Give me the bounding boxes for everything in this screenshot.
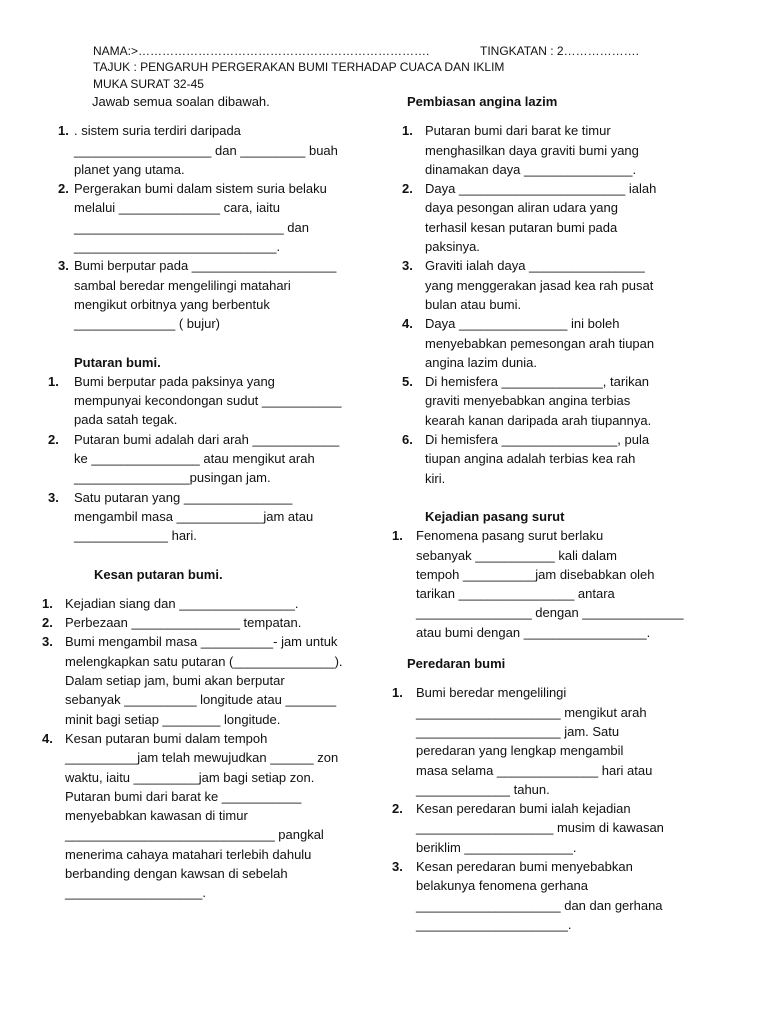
question-line: Perbezaan _______________ tempatan.: [65, 615, 302, 631]
question-item: [48, 179, 366, 256]
question-number: 3.: [402, 258, 413, 274]
question-number: 4.: [402, 316, 413, 332]
question-line: ___________________ dan _________ buah: [74, 142, 338, 158]
kesan-list: [42, 594, 366, 903]
question-line: Daya _______________ ini boleh: [425, 316, 620, 332]
question-number: 3.: [48, 489, 59, 505]
question-line: kearah kanan daripada arah tiupannya.: [425, 412, 652, 428]
question-item: [388, 372, 688, 430]
question-line: Pergerakan bumi dalam sistem suria belaku: [74, 181, 327, 197]
question-text: [416, 526, 688, 642]
question-line: melengkapkan satu putaran (______________).: [65, 653, 343, 669]
pembiasan-list: [388, 121, 688, 488]
question-number: 4.: [42, 730, 53, 746]
question-line: _____________________.: [416, 916, 572, 932]
question-number: 1.: [402, 123, 413, 139]
question-line: Fenomena pasang surut berlaku: [416, 528, 604, 544]
question-line: Bumi beredar mengelilingi: [416, 685, 567, 701]
question-text: [425, 314, 688, 372]
pasang-title: Kejadian pasang surut: [425, 508, 565, 524]
question-line: planet yang utama.: [74, 161, 185, 177]
question-line: menghasilkan daya graviti bumi yang: [425, 142, 639, 158]
question-number: 6.: [402, 432, 413, 448]
question-line: angina lazim dunia.: [425, 354, 538, 370]
question-line: ______________ ( bujur): [74, 316, 221, 332]
question-line: Di hemisfera ______________, tarikan: [425, 374, 650, 390]
question-line: tiupan angina adalah terbias kea rah: [425, 451, 636, 467]
question-item: [42, 729, 366, 903]
question-line: Bumi berputar pada ____________________: [74, 258, 337, 274]
question-item: [388, 683, 688, 799]
question-item: [388, 121, 688, 179]
question-text: [425, 256, 688, 314]
question-line: ________________ dengan ______________: [416, 605, 684, 621]
question-line: menyebabkan pemesongan arah tiupan: [425, 335, 655, 351]
question-line: ___________________ musim di kawasan: [416, 820, 664, 836]
question-line: menyebabkan kawasan di timur: [65, 808, 248, 824]
question-line: Kesan peredaran bumi ialah kejadian: [416, 801, 631, 817]
question-line: ____________________ jam. Satu: [416, 723, 620, 739]
question-line: Kesan putaran bumi dalam tempoh: [65, 730, 268, 746]
question-item: [388, 799, 688, 857]
question-text: [425, 179, 688, 256]
question-number: 1.: [42, 595, 53, 611]
question-item: [48, 372, 366, 430]
question-number: 2.: [48, 431, 59, 447]
question-line: Bumi mengambil masa __________- jam untuk: [65, 634, 338, 650]
question-number: 1.: [58, 123, 69, 139]
left-column: [42, 92, 366, 903]
question-line: Daya _______________________ ialah: [425, 181, 657, 197]
question-number: 1.: [392, 685, 403, 701]
question-text: [74, 179, 366, 256]
pembiasan-title: Pembiasan angina lazim: [407, 94, 558, 109]
intro-list: [48, 121, 366, 333]
question-line: terhasil kesan putaran bumi pada: [425, 219, 618, 235]
question-text: [65, 729, 366, 903]
question-line: sambal beredar mengelilingi matahari: [74, 277, 291, 293]
question-number: 3.: [42, 634, 53, 650]
question-line: _____________________________ dan: [74, 219, 309, 235]
instruction: Jawab semua soalan dibawah.: [92, 94, 270, 109]
muka-surat: MUKA SURAT 32-45: [93, 77, 204, 91]
question-line: peredaran yang lengkap mengambil: [416, 743, 624, 759]
question-number: 2.: [392, 801, 403, 817]
question-line: Kejadian siang dan ________________.: [65, 595, 299, 611]
question-item: [388, 857, 688, 934]
question-line: ____________________ dan dan gerhana: [416, 897, 663, 913]
question-item: [388, 430, 688, 488]
question-item: [42, 613, 366, 632]
tajuk-title: TAJUK : PENGARUH PERGERAKAN BUMI TERHADAP CUACA DAN IKLIM: [93, 60, 505, 74]
question-number: 2.: [42, 615, 53, 631]
question-line: berbanding dengan kawsan di sebelah: [65, 865, 288, 881]
putaran-list: [48, 372, 366, 546]
question-line: melalui ______________ cara, iaitu: [74, 200, 280, 216]
question-text: [425, 121, 688, 179]
question-text: [416, 857, 688, 934]
question-item: [42, 632, 366, 728]
question-line: mengikut orbitnya yang berbentuk: [74, 296, 270, 312]
tingkatan-field: TINGKATAN : 2……………….: [480, 44, 639, 58]
question-item: [388, 179, 688, 256]
right-column: [388, 92, 688, 934]
kesan-title: Kesan putaran bumi.: [94, 566, 223, 582]
putaran-title: Putaran bumi.: [74, 354, 161, 370]
question-line: graviti menyebabkan angina terbias: [425, 393, 631, 409]
question-text: [74, 372, 366, 430]
question-text: [74, 430, 366, 488]
question-line: ____________________ mengikut arah: [416, 704, 647, 720]
question-line: Putaran bumi dari barat ke timur: [425, 123, 611, 139]
question-line: Bumi berputar pada paksinya yang: [74, 373, 275, 389]
question-line: Dalam setiap jam, bumi akan berputar: [65, 673, 285, 689]
question-number: 1.: [48, 373, 59, 389]
question-line: waktu, iaitu _________jam bagi setiap zon.: [65, 769, 315, 785]
question-line: belakunya fenomena gerhana: [416, 878, 589, 894]
question-line: paksinya.: [425, 239, 480, 255]
question-item: [48, 488, 366, 546]
question-line: kiri.: [425, 470, 446, 486]
question-item: [42, 594, 366, 613]
question-line: minit bagi setiap ________ longitude.: [65, 711, 281, 727]
question-text: [416, 799, 688, 857]
question-line: daya pesongan aliran udara yang: [425, 200, 618, 216]
question-line: __________jam telah mewujudkan ______ zon: [65, 750, 339, 766]
question-line: Di hemisfera ________________, pula: [425, 432, 650, 448]
question-number: 5.: [402, 374, 413, 390]
question-line: _____________ tahun.: [416, 781, 550, 797]
question-line: ____________________________.: [74, 239, 281, 255]
question-text: [65, 594, 366, 613]
question-line: ________________pusingan jam.: [74, 470, 271, 486]
question-line: . sistem suria terdiri daripada: [74, 123, 241, 139]
question-line: pada satah tegak.: [74, 412, 178, 428]
question-line: dinamakan daya _______________.: [425, 161, 637, 177]
question-item: [48, 121, 366, 179]
question-item: [388, 256, 688, 314]
question-line: masa selama ______________ hari atau: [416, 762, 653, 778]
question-number: 3.: [58, 258, 69, 274]
question-line: Putaran bumi dari barat ke ___________: [65, 788, 302, 804]
question-number: 2.: [58, 181, 69, 197]
question-item: [48, 256, 366, 333]
question-line: mempunyai kecondongan sudut ___________: [74, 393, 342, 409]
question-number: 1.: [392, 528, 403, 544]
question-line: tempoh __________jam disebabkan oleh: [416, 566, 655, 582]
question-line: mengambil masa ____________jam atau: [74, 508, 314, 524]
question-text: [74, 121, 366, 179]
question-line: yang menggerakan jasad kea rah pusat: [425, 277, 654, 293]
question-line: Graviti ialah daya ________________: [425, 258, 645, 274]
question-line: beriklim _______________.: [416, 839, 577, 855]
question-text: [65, 613, 366, 632]
question-text: [74, 256, 366, 333]
nama-field: NAMA:>……………………………………………………………….: [93, 44, 430, 58]
question-line: tarikan ________________ antara: [416, 586, 615, 602]
question-text: [74, 488, 366, 546]
question-line: ke _______________ atau mengikut arah: [74, 451, 315, 467]
question-number: 2.: [402, 181, 413, 197]
peredaran-list: [388, 683, 688, 934]
question-text: [416, 683, 688, 799]
question-line: bulan atau bumi.: [425, 296, 522, 312]
question-item: [388, 526, 688, 642]
question-line: menerima cahaya matahari terlebih dahulu: [65, 846, 312, 862]
question-text: [425, 430, 688, 488]
question-text: [65, 632, 366, 728]
question-line: Satu putaran yang _______________: [74, 489, 293, 505]
question-line: ___________________.: [65, 885, 206, 901]
question-line: Putaran bumi adalah dari arah ____________: [74, 431, 340, 447]
question-item: [48, 430, 366, 488]
question-line: sebanyak __________ longitude atau _______: [65, 692, 337, 708]
peredaran-title: Peredaran bumi: [407, 656, 506, 672]
question-line: sebanyak ___________ kali dalam: [416, 547, 617, 563]
question-line: atau bumi dengan _________________.: [416, 624, 651, 640]
question-line: _____________ hari.: [74, 528, 197, 544]
question-text: [425, 372, 688, 430]
question-line: _____________________________ pangkal: [65, 827, 324, 843]
question-number: 3.: [392, 858, 403, 874]
question-line: Kesan peredaran bumi menyebabkan: [416, 858, 633, 874]
pasang-list: [388, 526, 688, 642]
question-item: [388, 314, 688, 372]
